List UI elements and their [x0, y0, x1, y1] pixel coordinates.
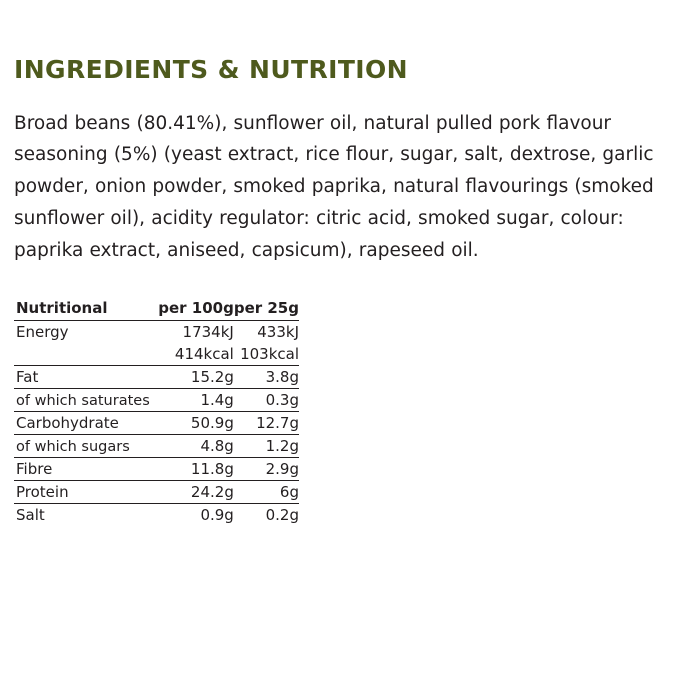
row-per-25g: 1.2g	[234, 434, 299, 457]
table-row	[14, 503, 299, 526]
row-per-100g: 1734kJ	[182, 322, 234, 341]
row-label: Carbohydrate	[14, 411, 158, 434]
row-per-100g: 1.4g	[158, 388, 234, 411]
table-row	[14, 320, 299, 343]
row-label: Fat	[14, 365, 158, 388]
table-header-row	[14, 297, 299, 321]
row-per-25g: 3.8g	[234, 365, 299, 388]
ingredients-text: Broad beans (80.41%), sunflower oil, natural pulled pork flavour seasoning (5%) (yeast extract, rice flour, sugar, salt, dextrose, garlic powder, onion powder, smoked paprika, natural flavourings (smoked sunflower oil), acidity regulator: citric acid, smoked sugar, colour: paprika extract, aniseed, capsicum), rapeseed oil.	[14, 112, 654, 261]
row-per-25g: 0.3g	[234, 388, 299, 411]
row-label: Fibre	[14, 457, 158, 480]
nutrition-table	[14, 297, 299, 526]
row-label: of which sugars	[14, 434, 158, 457]
row-per-25g: 12.7g	[234, 411, 299, 434]
row-per-25g: 433kJ	[257, 322, 299, 341]
header-per-100g: per 100g	[158, 297, 234, 321]
row-per-25g: 0.2g	[234, 503, 299, 526]
row-per-100g: 0.9g	[158, 503, 234, 526]
table-row	[14, 411, 299, 434]
row-per-100g: 15.2g	[158, 365, 234, 388]
table-row	[14, 480, 299, 503]
table-row	[14, 365, 299, 388]
row-per-25g: 103kcal	[240, 344, 299, 363]
row-per-100g: 50.9g	[158, 411, 234, 434]
nutrition-table-body	[14, 320, 299, 526]
header-per-25g: per 25g	[234, 297, 299, 321]
nutrition-table-wrapper	[14, 297, 299, 526]
row-per-25g: 6g	[234, 480, 299, 503]
row-per-100g: 24.2g	[158, 480, 234, 503]
row-label: Energy	[16, 322, 69, 341]
row-per-25g: 2.9g	[234, 457, 299, 480]
row-per-100g: 11.8g	[158, 457, 234, 480]
nutrition-table-head	[14, 297, 299, 321]
row-per-100g: 4.8g	[158, 434, 234, 457]
row-label: of which saturates	[14, 388, 158, 411]
row-label: Salt	[14, 503, 158, 526]
row-label: Protein	[14, 480, 158, 503]
row-per-100g: 414kcal	[174, 344, 234, 363]
table-row	[14, 343, 299, 366]
table-row	[14, 457, 299, 480]
header-nutritional: Nutritional	[14, 297, 158, 321]
table-row	[14, 388, 299, 411]
page-title: INGREDIENTS & NUTRITION	[14, 55, 408, 84]
row-label	[14, 343, 158, 366]
table-row	[14, 434, 299, 457]
